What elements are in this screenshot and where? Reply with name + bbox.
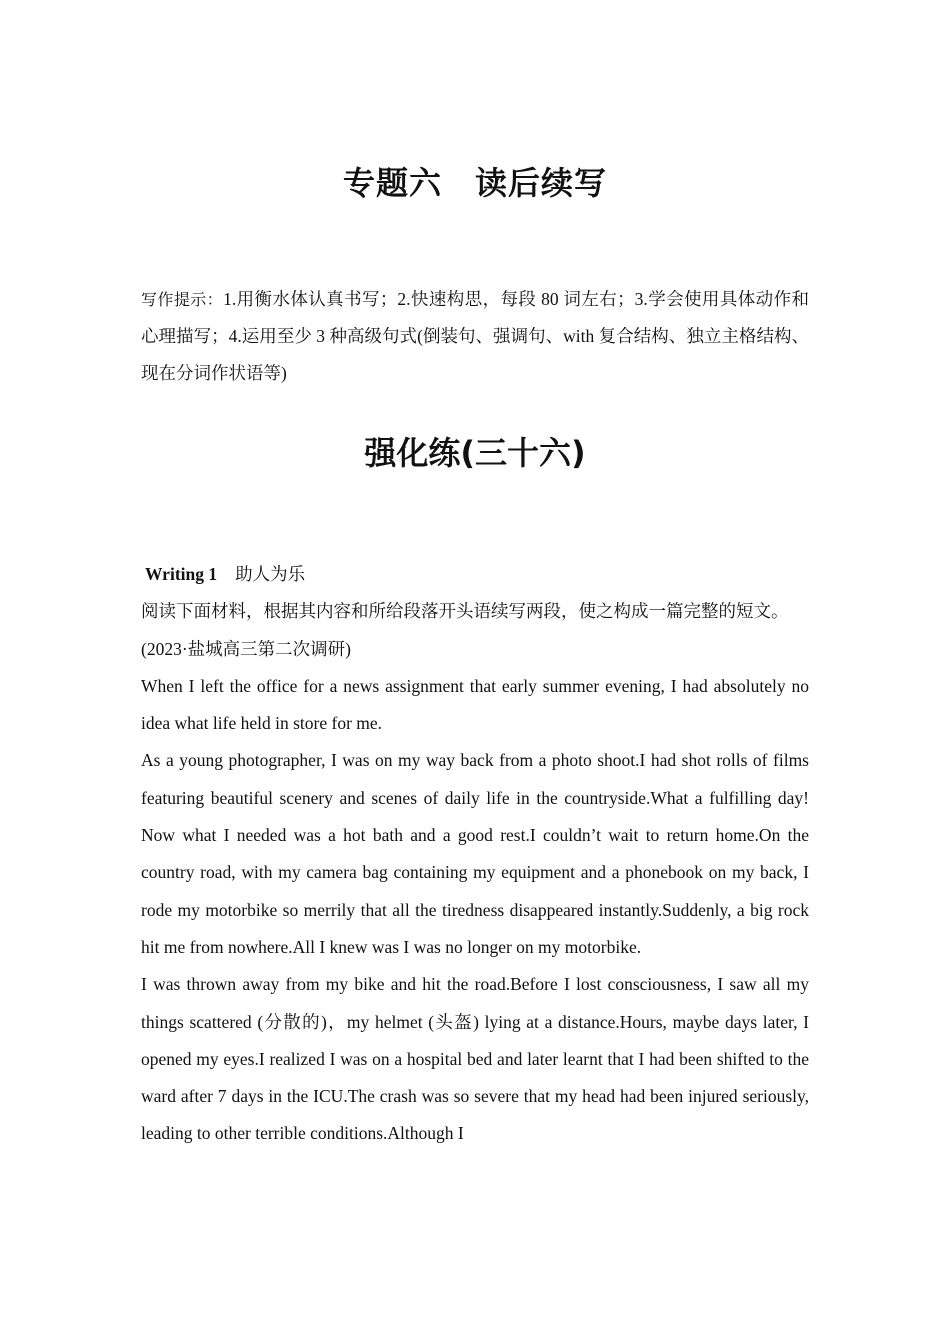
writing-hint-text: 1.用衡水体认真书写；2.快速构思，每段 80 词左右；3.学会使用具体动作和心理描写；4.运用至少 3 种高级句式(倒装句、强调句、with 复合结构、独立主格结构、现在分词作状语等) [141,289,809,383]
writing-number: Writing 1 [145,564,218,584]
exercise-subtitle: 强化练(三十六) [364,434,586,472]
writing-hint [141,281,809,392]
writing-source: (2023·盐城高三第二次调研) [141,638,351,659]
writing-hint-label: 写作提示： [141,290,224,309]
story-paragraph-3: I was thrown away from my bike and hit the road.Before I lost consciousness, I saw all my things scattered (分散的)，my helmet (头盔) lying at a distance.Hours, maybe days later, I opened my eyes.I realized I was on a hospital bed and later learnt that I had been shifted to the ward after 7 days in the ICU.The crash was so severe that my head had been injured seriously, leading to other terrible conditions.Although I [141,974,809,1144]
page-title: 专题六 读后续写 [342,164,607,202]
writing-heading [141,556,809,593]
story-paragraph-2: As a young photographer, I was on my way back from a photo shoot.I had shot rolls of films featuring beautiful scenery and scenes of daily life in the countryside.What a fulfilling day! Now what I needed was a hot bath and a good rest.I couldn’t wait to return home.On the country road, with my camera bag containing my equipment and a phonebook on my back, I rode my motorbike so merrily that all the tiredness disappeared instantly.Suddenly, a big rock hit me from nowhere.All I knew was I was no longer on my motorbike. [141,750,809,957]
writing-instruction: 阅读下面材料，根据其内容和所给段落开头语续写两段，使之构成一篇完整的短文。 [141,601,789,622]
writing-section [141,556,809,1153]
story-paragraph-1: When I left the office for a news assignment that early summer evening, I had absolutely no idea what life held in store for me. [141,675,809,734]
writing-theme: 助人为乐 [235,564,306,584]
